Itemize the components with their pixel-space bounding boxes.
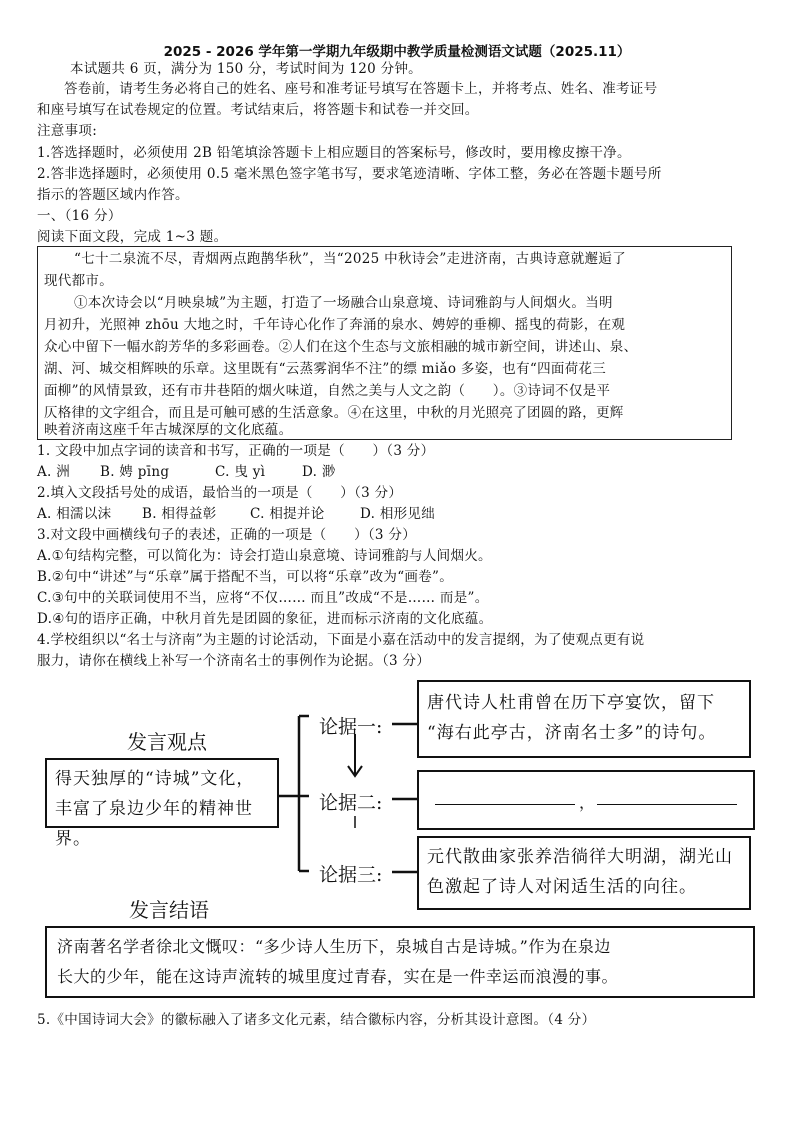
q2-option-a: A. 相濡以沫: [37, 506, 112, 522]
passage-line: 映着济南这座千年古城深厚的文化底蕴。: [44, 422, 293, 438]
answer-blank[interactable]: [597, 804, 737, 805]
q3-option-d: D.④句的语序正确，中秋月首先是团圆的象征，进而标示济南的文化底蕴。: [37, 611, 493, 627]
viewpoint-label: 发言观点: [127, 730, 207, 754]
argument-2-label: 论据二:: [319, 792, 383, 814]
viewpoint-text: 丰富了泉边少年的精神世界。: [55, 799, 253, 849]
argument-3-text: 色激起了诗人对闲适生活的向往。: [427, 877, 697, 897]
notice-title: 注意事项:: [37, 123, 98, 139]
intro-line: 本试题共 6 页，满分为 150 分，考试时间为 120 分钟。: [70, 61, 422, 77]
argument-3-label: 论据三:: [319, 864, 383, 886]
q3-option-a: A.①句结构完整，可以简化为：诗会打造山泉意境、诗词雅韵与人间烟火。: [37, 548, 492, 564]
argument-1-box: [417, 680, 751, 758]
q3-option-c: C.③句中的关联词使用不当，应将“不仅…… 而且”改成“不是…… 而是”。: [37, 590, 489, 606]
answer-blank[interactable]: [435, 804, 575, 805]
argument-3-box: [417, 836, 751, 910]
question-3: 3.对文段中画横线句子的表述，正确的一项是（ ）（3 分）: [37, 527, 417, 543]
question-2: 2.填入文段括号处的成语，最恰当的一项是（ ）（3 分）: [37, 485, 403, 501]
intro-line: 答卷前，请考生务必将自己的姓名、座号和准考证号填写在答题卡上，并将考点、姓名、准考证号: [64, 81, 658, 97]
argument-2-box: [417, 770, 755, 830]
passage-line: 湖、河、城交相辉映的乐章。这里既有“云蒸雾润华不注”的缥 miǎo 多姿，也有“四面荷花三: [44, 361, 607, 377]
intro-line: 和座号填写在试卷规定的位置。考试结束后，将答题卡和试卷一并交回。: [37, 102, 479, 118]
question-5: 5.《中国诗词大会》的徽标融入了诸多文化元素，结合徽标内容，分析其设计意图。（4 分）: [37, 1012, 596, 1028]
notice-item: 指示的答题区域内作答。: [37, 187, 189, 203]
passage-line: 现代都市。: [44, 273, 113, 289]
blank-separator: ，: [579, 793, 596, 812]
argument-1-label: 论据一:: [319, 716, 383, 738]
passage-line: ①本次诗会以“月映泉城”为主题，打造了一场融合山泉意境、诗词雅韵与人间烟火。当明: [74, 295, 613, 311]
q2-option-b: B. 相得益彰: [142, 506, 217, 522]
section-instruction: 阅读下面文段，完成 1~3 题。: [37, 229, 228, 245]
conclusion-label: 发言结语: [129, 898, 209, 922]
q2-option-d: D. 相形见绌: [360, 506, 436, 522]
viewpoint-text: 得天独厚的“诗城”文化，: [55, 769, 255, 789]
question-4: 4.学校组织以“名士与济南”为主题的讨论活动，下面是小嘉在活动中的发言提纲，为了使观点更有说: [37, 632, 645, 648]
q1-option-a: A. 洲: [37, 464, 71, 480]
notice-item: 1.答选择题时，必须使用 2B 铅笔填涂答题卡上相应题目的答案标号，修改时，要用橡皮擦干净。: [37, 145, 631, 161]
passage-line: 月初升，光照神 zhōu 大地之时，千年诗心化作了奔涌的泉水、娉婷的垂柳、摇曳的荷影，在观: [44, 317, 626, 333]
speech-outline-diagram: [37, 676, 759, 1002]
question-1: 1. 文段中加点字词的读音和书写，正确的一项是（ ）（3 分）: [37, 443, 435, 459]
exam-title: 2025 - 2026 学年第一学期九年级期中教学质量检测语文试题（2025.11）: [163, 44, 631, 60]
argument-3-text: 元代散曲家张养浩徜徉大明湖，湖光山: [427, 847, 733, 867]
passage-line: “七十二泉流不尽，青烟两点跑鹊华秋”，当“2025 中秋诗会”走进济南，古典诗意就邂逅了: [74, 251, 626, 267]
section-heading: 一、（16 分）: [37, 208, 122, 224]
question-4-cont: 服力，请你在横线上补写一个济南名士的事例作为论据。（3 分）: [37, 653, 431, 669]
q2-option-c: C. 相提并论: [250, 506, 325, 522]
argument-1-text: “海右此亭古，济南名士多”的诗句。: [427, 723, 717, 743]
conclusion-box: [45, 926, 755, 998]
q3-option-b: B.②句中“讲述”与“乐章”属于搭配不当，可以将“乐章”改为“画卷”。: [37, 569, 454, 585]
argument-1-text: 唐代诗人杜甫曾在历下亭宴饮，留下: [427, 693, 715, 713]
q1-option-c: C. 曳 yì: [215, 464, 266, 480]
notice-item: 2.答非选择题时，必须使用 0.5 毫米黑色签字笔书写，要求笔迹清晰、字体工整，务必在答题卡题号所: [37, 166, 662, 182]
conclusion-text: 长大的少年，能在这诗声流转的城里度过青春，实在是一件幸运而浪漫的事。: [57, 967, 619, 986]
q1-option-b: B. 娉 pīng: [100, 464, 170, 480]
q1-option-d: D. 渺: [302, 464, 336, 480]
passage-line: 仄格律的文字组合，而且是可触可感的生活意象。④在这里，中秋的月光照亮了团圆的路，更辉: [44, 405, 624, 421]
conclusion-text: 济南著名学者徐北文慨叹：“多少诗人生历下，泉城自古是诗城。”作为在泉边: [57, 937, 611, 956]
passage-line: 面柳”的风情景致，还有市井巷陌的烟火味道，自然之美与人文之韵（ ）。③诗词不仅是平: [44, 383, 611, 399]
passage-line: 众心中留下一幅水韵芳华的多彩画卷。②人们在这个生态与文旅相融的城市新空间，讲述山、泉、: [44, 339, 638, 355]
